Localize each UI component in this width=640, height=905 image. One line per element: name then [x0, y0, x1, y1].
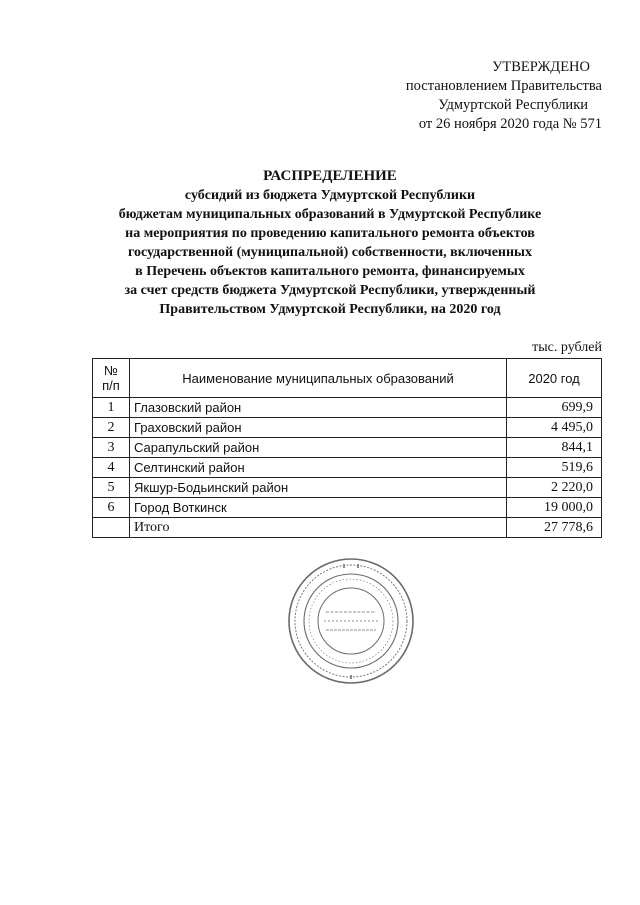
- row-value: 19 000,0: [507, 498, 602, 518]
- row-value: 2 220,0: [507, 478, 602, 498]
- title-line: субсидий из бюджета Удмуртской Республики: [184, 188, 476, 203]
- distribution-table: [92, 358, 602, 538]
- header-number: [93, 359, 130, 398]
- table-header-row: [93, 359, 602, 398]
- total-label: Итого: [130, 518, 507, 538]
- row-value: 4 495,0: [507, 418, 602, 438]
- title-line: на мероприятия по проведению капитального ремонта объектов: [125, 226, 535, 241]
- row-name: Сарапульский район: [130, 438, 507, 458]
- header-name: Наименование муниципальных образований: [130, 359, 507, 398]
- approval-line-approved: УТВЕРЖДЕНО: [492, 59, 590, 75]
- table-row: [93, 498, 602, 518]
- approval-line-date: от 26 ноября 2020 года № 571: [418, 116, 602, 132]
- row-name: Селтинский район: [130, 458, 507, 478]
- row-name: Город Воткинск: [130, 498, 507, 518]
- table-row: [93, 478, 602, 498]
- document-title: [60, 167, 600, 319]
- total-number-cell: [93, 518, 130, 538]
- title-line: в Перечень объектов капитального ремонта, финансируемых: [135, 264, 525, 279]
- row-name: Граховский район: [130, 418, 507, 438]
- row-name: Глазовский район: [130, 398, 507, 418]
- approval-line-republic: Удмуртской Республики: [438, 97, 588, 113]
- table-total-row: [93, 518, 602, 538]
- row-number: 3: [93, 438, 130, 458]
- header-year: 2020 год: [507, 359, 602, 398]
- units-label: тыс. рублей: [532, 340, 602, 355]
- table-row: [93, 418, 602, 438]
- row-number: 2: [93, 418, 130, 438]
- approval-line-resolution: постановлением Правительства: [405, 78, 602, 94]
- table-row: [93, 438, 602, 458]
- row-name: Якшур-Бодьинский район: [130, 478, 507, 498]
- table-row: [93, 398, 602, 418]
- table-row: [93, 458, 602, 478]
- row-value: 519,6: [507, 458, 602, 478]
- row-number: 5: [93, 478, 130, 498]
- title-line: бюджетам муниципальных образований в Удмуртской Республике: [118, 207, 542, 222]
- header-number-text: № п/п: [102, 363, 120, 393]
- approval-stamp-text: [342, 58, 602, 134]
- row-number: 4: [93, 458, 130, 478]
- row-number: 1: [93, 398, 130, 418]
- title-line: за счет средств бюджета Удмуртской Республики, утвержденный: [124, 283, 536, 298]
- row-number: 6: [93, 498, 130, 518]
- official-seal-icon: [286, 556, 416, 686]
- total-value: 27 778,6: [507, 518, 602, 538]
- row-value: 844,1: [507, 438, 602, 458]
- row-value: 699,9: [507, 398, 602, 418]
- title-heading: РАСПРЕДЕЛЕНИЕ: [263, 168, 397, 184]
- title-line: Правительством Удмуртской Республики, на 2020 год: [159, 302, 501, 317]
- title-line: государственной (муниципальной) собственности, включенных: [128, 245, 532, 260]
